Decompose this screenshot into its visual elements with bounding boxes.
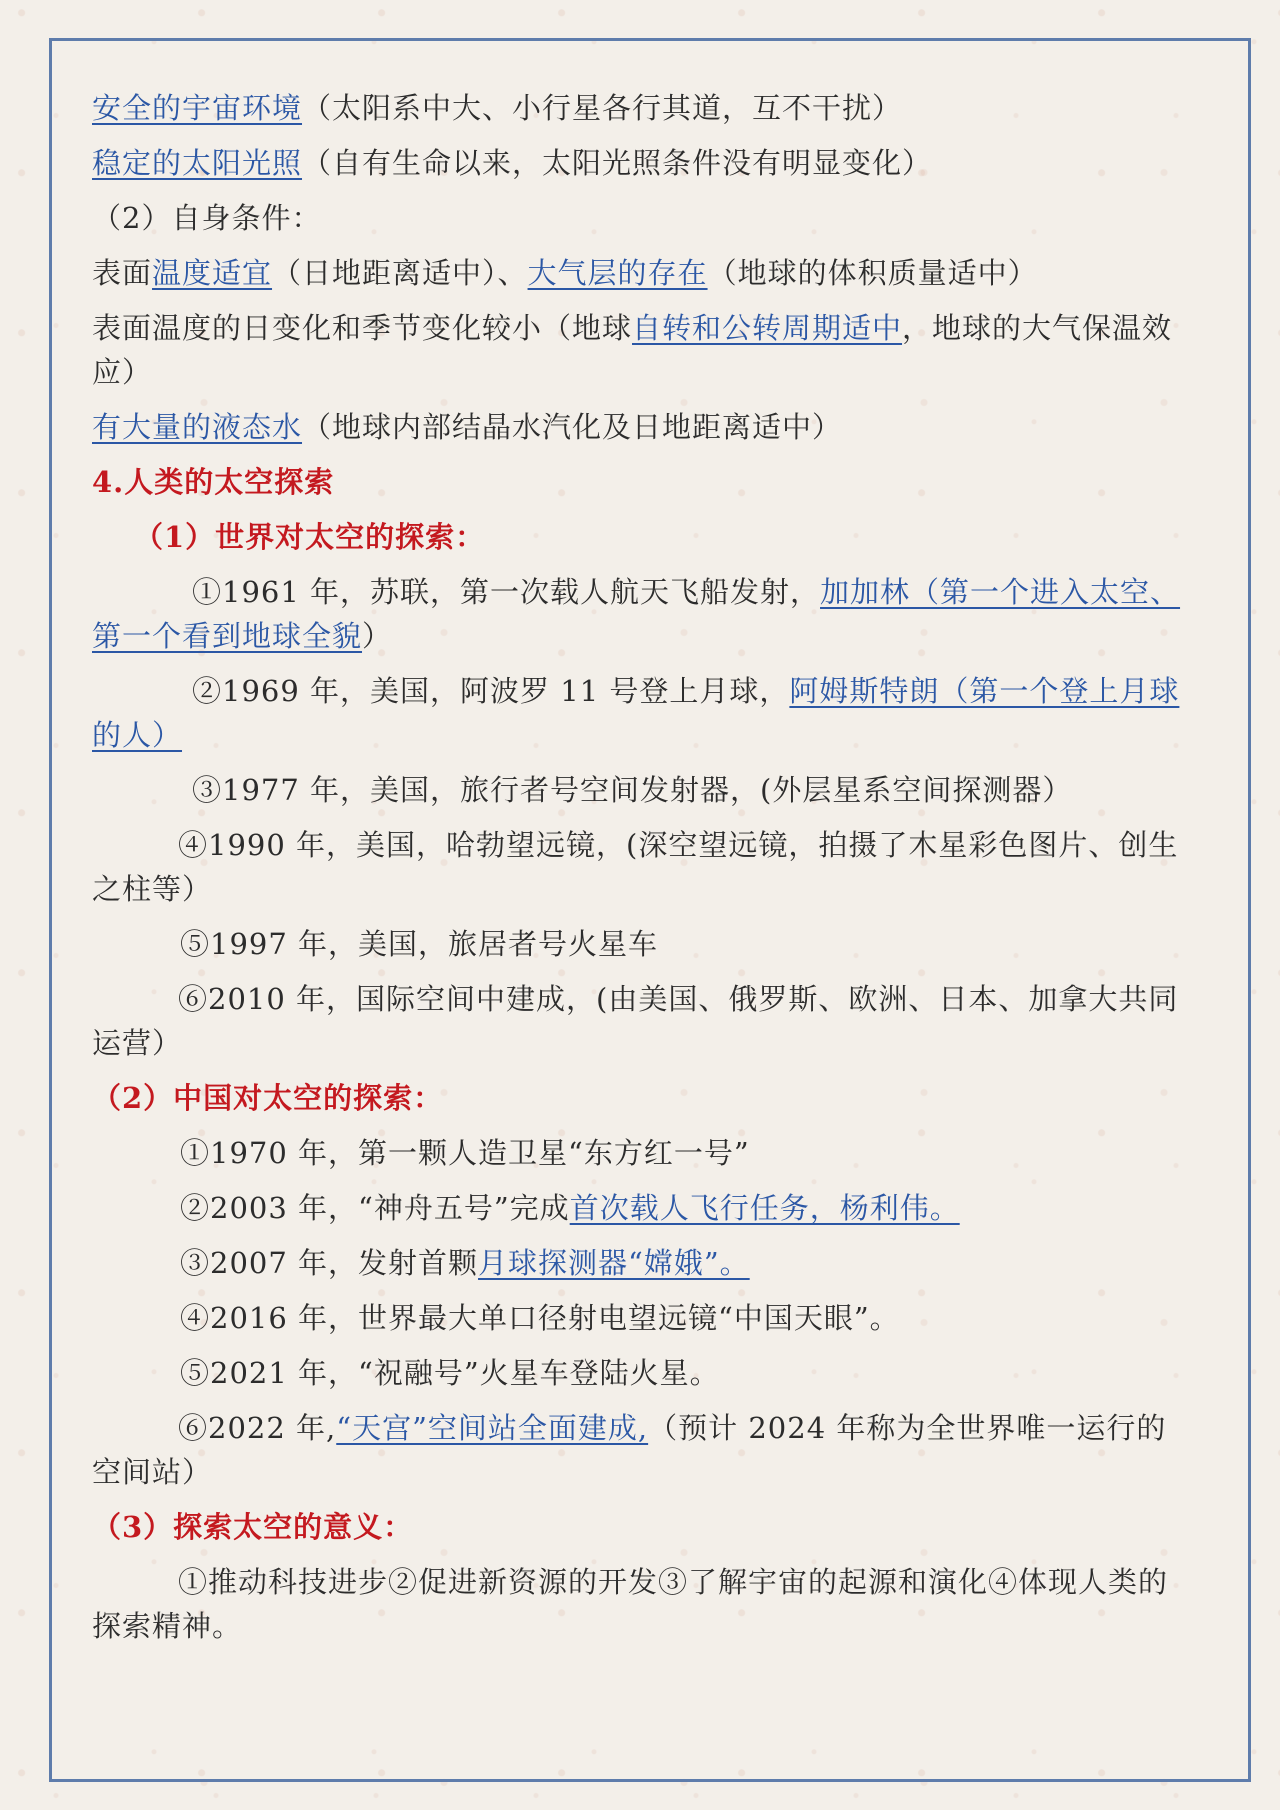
explanation: （太阳系中大、小行星各行其道，互不干扰） (302, 91, 903, 125)
line-temperature-atmosphere: 表面温度适宜（日地距离适中）、大气层的存在（地球的体积质量适中） (92, 256, 1038, 290)
list-item: ⑤2021 年，“祝融号”火星车登陆火星。 (180, 1356, 720, 1390)
section-heading-space-exploration: 4.人类的太空探索 (92, 465, 335, 499)
list-item: ④2016 年，世界最大单口径射电望远镜“中国天眼”。 (180, 1301, 900, 1335)
keyword: 稳定的太阳光照 (92, 146, 303, 180)
line-safe-environment (92, 86, 1188, 130)
keyword: 阿姆斯特朗（第一个登上月球的人） (92, 674, 1180, 752)
keyword: 有大量的液态水 (92, 410, 303, 444)
document-body (92, 86, 1188, 1659)
list-item: ①1970 年，第一颗人造卫星“东方红一号” (180, 1136, 750, 1170)
list-item: ③2007 年，发射首颗月球探测器“嫦娥”。 (180, 1246, 750, 1280)
keyword: 首次载人飞行任务，杨利伟。 (569, 1191, 960, 1225)
keyword: 加加林（第一个进入太空、第一个看到地球全貌 (92, 575, 1181, 653)
subheading-world-exploration: （1）世界对太空的探索： (134, 520, 486, 554)
line-temperature-change: 表面温度的日变化和季节变化较小（地球自转和公转周期适中，地球的大气保温效应） (92, 311, 1173, 389)
keyword: 月球探测器“嫦娥”。 (478, 1246, 750, 1280)
keyword: 大气层的存在 (527, 256, 708, 290)
list-item: ④1990 年，美国，哈勃望远镜，(深空望远镜，拍摄了木星彩色图片、创生之柱等） (92, 828, 1179, 906)
list-item: ②2003 年，“神舟五号”完成首次载人飞行任务，杨利伟。 (180, 1191, 960, 1225)
list-item: ①推动科技进步②促进新资源的开发③了解宇宙的起源和演化④体现人类的探索精神。 (92, 1565, 1169, 1643)
explanation: （自有生命以来，太阳光照条件没有明显变化） (302, 146, 933, 180)
list-item: ③1977 年，美国，旅行者号空间发射器，(外层星系空间探测器） (192, 773, 1073, 807)
keyword: 安全的宇宙环境 (92, 91, 303, 125)
list-item: ②1969 年，美国，阿波罗 11 号登上月球，阿姆斯特朗（第一个登上月球的人） (92, 674, 1180, 752)
line-liquid-water: 有大量的液态水（地球内部结晶水汽化及日地距离适中） (92, 410, 843, 444)
subheading-significance: （3）探索太空的意义： (92, 1510, 414, 1544)
keyword: 温度适宜 (152, 256, 273, 290)
list-item: ⑥2022 年,“天宫”空间站全面建成,（预计 2024 年称为全世界唯一运行的空间站） (92, 1411, 1167, 1489)
line-own-conditions: （2）自身条件： (92, 201, 322, 235)
line-stable-sunlight (92, 141, 1188, 185)
keyword: 自转和公转周期适中 (632, 311, 903, 345)
list-item: ①1961 年，苏联，第一次载人航天飞船发射，加加林（第一个进入太空、第一个看到地球全貌） (92, 575, 1181, 653)
keyword: “天宫”空间站全面建成, (336, 1411, 649, 1445)
subheading-china-exploration: （2）中国对太空的探索： (92, 1081, 444, 1115)
list-item: ⑥2010 年，国际空间中建成，(由美国、俄罗斯、欧洲、日本、加拿大共同运营） (92, 982, 1179, 1060)
list-item: ⑤1997 年，美国，旅居者号火星车 (180, 927, 659, 961)
